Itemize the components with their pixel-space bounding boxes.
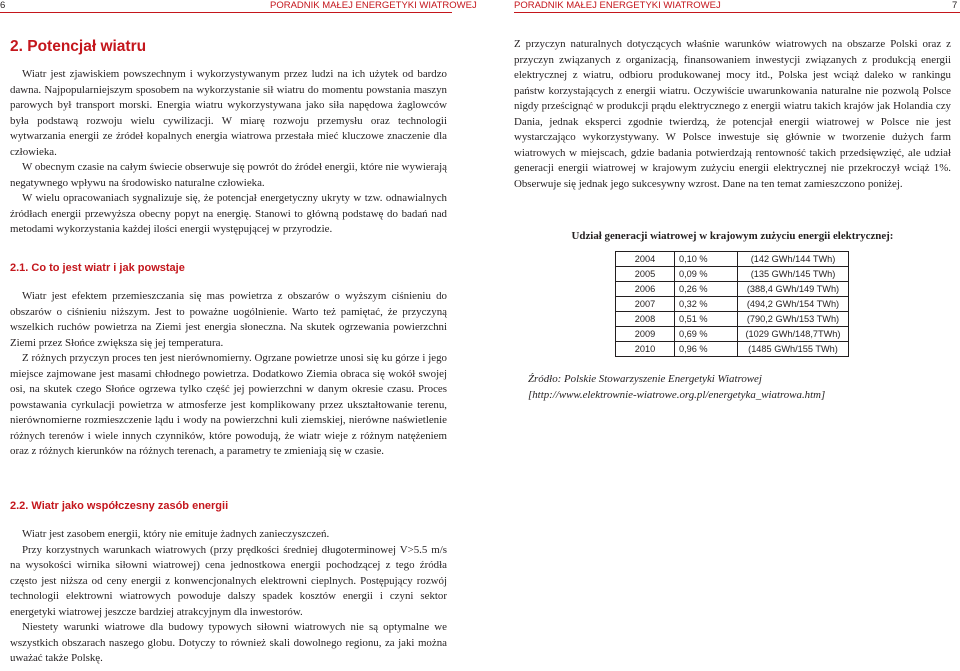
table-row bbox=[616, 297, 849, 312]
share-cell: 0,69 % bbox=[675, 327, 738, 342]
running-header: PORADNIK MAŁEJ ENERGETYKI WIATROWEJ bbox=[514, 0, 721, 11]
paragraph: Z różnych przyczyn proces ten jest nierównomierny. Ogrzane powietrze unosi się ku górze i jego miejsce zajmowane jest masami chłodnego powietrza. Dodatkowo Ziemia obraca się wokół swojej osi, na skutek czego Słońce ogrzewa tylko część jej powierzchni w danym okresie czasu. Proces powstawania cyrkulacji powietrza w atmosferze jest komplikowany przez ukształtowanie terenu, nierównomierne rozmieszczenie lądu i wody na powierzchni kuli ziemskiej, nierówne naświetlenie różnych terenów i wiele innych czynników, które powodują, że wiatr wieje z różnym natężeniem oraz z różnych kierunków na różnych terenach, a parametry te zmieniają się w czasie. bbox=[10, 352, 447, 458]
paragraph: Z przyczyn naturalnych dotyczących właśnie warunków wiatrowych na obszarze Polski oraz z przyczyn związanych z organizacją, finansowaniem inwestycji związanych z produkcją energii elektrycznej z wiatru, odbioru produkowanej mocy itd., Polska jest wciąż daleko w rankingu państw korzystających z energii wiatru. Oczywiście uwarunkowania naturalne nie pozwolą Polsce nigdy prześcignąć w produkcji prądu elektrycznego z energii wiatru takich krajów jak Holandia czy Dania, jednak eksperci zgodnie twierdzą, że potencjał energii wiatrowej w Polsce nie jest wystarczająco wykorzystywany. W Polsce inwestuje się głównie w tworzenie dużych farm wiatrowych w miejscach, gdzie badania potwierdzają rentowność takich przedsięwzięć, ale udział generacji energii wiatrowej w krajowym zużyciu energii elektrycznej nie przekroczył wciąż 1%. Obserwuje się jednak jego sukcesywny wzrost. Dane na ten temat zamieszczono poniżej. bbox=[514, 38, 951, 190]
subsection-title: 2.1. Co to jest wiatr i jak powstaje bbox=[10, 262, 185, 274]
gwh-cell: (494,2 GWh/154 TWh) bbox=[738, 297, 849, 312]
subsection-title: 2.2. Wiatr jako współczesny zasób energii bbox=[10, 500, 229, 512]
table-row bbox=[616, 252, 849, 267]
table-row bbox=[616, 267, 849, 282]
paragraph: Przy korzystnych warunkach wiatrowych (przy prędkości średniej długoterminowej V>5.5 m/s na wysokości wirnika siłowni wiatrowej) cena jednostkowa energii pochodzącej z tego źródła często jest niższa od ceny energii z konwencjonalnych elektrowni cieplnych. Postępujący rozwój technologii elektrowni wiatrowych powoduje dalszy spadek kosztów energii i czyni sektor energetyki wiatrowej jeszcze bardziej atrakcyjnym dla inwestorów. bbox=[10, 543, 447, 618]
running-header: PORADNIK MAŁEJ ENERGETYKI WIATROWEJ bbox=[270, 0, 477, 11]
header-rule bbox=[514, 12, 960, 13]
header-rule bbox=[0, 12, 452, 13]
gwh-cell: (388,4 GWh/149 TWh) bbox=[738, 282, 849, 297]
paragraph: W obecnym czasie na całym świecie obserwuje się powrót do źródeł energii, które nie wywierają negatywnego wpływu na środowisko naturalne człowieka. bbox=[10, 161, 447, 189]
table-row bbox=[616, 312, 849, 327]
share-cell: 0,51 % bbox=[675, 312, 738, 327]
gwh-cell: (135 GWh/145 TWh) bbox=[738, 267, 849, 282]
right-page bbox=[480, 0, 960, 671]
year-cell: 2008 bbox=[616, 312, 675, 327]
gwh-cell: (142 GWh/144 TWh) bbox=[738, 252, 849, 267]
share-cell: 0,26 % bbox=[675, 282, 738, 297]
intro-text bbox=[10, 67, 447, 238]
table-row bbox=[616, 282, 849, 297]
paragraph: Wiatr jest zjawiskiem powszechnym i wykorzystywanym przez ludzi na ich użytek od bardzo dawna. Najpopularniejszym sposobem na wykorzystanie sił wiatru do momentu powstania maszyn parowych był transport morski. Energia wiatru wykorzystywana jako siła napędowa żaglowców była podstawą rozwoju wielu cywilizacji. W miarę rozwoju przemysłu oraz technologii wytwarzania energii ze źródeł kopalnych energia wiatrowa przestała mieć kluczowe znaczenie dla człowieka. bbox=[10, 68, 447, 158]
share-cell: 0,96 % bbox=[675, 342, 738, 357]
source-url: [http://www.elektrownie-wiatrowe.org.pl/energetyka_wiatrowa.htm] bbox=[528, 388, 826, 401]
share-cell: 0,32 % bbox=[675, 297, 738, 312]
gwh-cell: (1485 GWh/155 TWh) bbox=[738, 342, 849, 357]
year-cell: 2006 bbox=[616, 282, 675, 297]
share-cell: 0,09 % bbox=[675, 267, 738, 282]
source-label: Źródło: Polskie Stowarzyszenie Energetyki Wiatrowej bbox=[528, 373, 762, 385]
paragraph: W wielu opracowaniach sygnalizuje się, że potencjał energetyczny ukryty w tzw. odnawialnych źródłach energii przewyższa obecny popyt na energię. Stanowi to główną podstawę do badań nad metodami wykorzystania każdej ilości energii występującej w przyrodzie. bbox=[10, 192, 447, 236]
year-cell: 2007 bbox=[616, 297, 675, 312]
subsection-text bbox=[10, 289, 447, 460]
paragraph: Niestety warunki wiatrowe dla budowy typowych siłowni wiatrowych nie są optymalne we wszystkich obszarach naszego globu. Dotyczy to również skali dowolnego regionu, za jaki można uważać także Polskę. bbox=[10, 621, 447, 665]
body-text bbox=[514, 37, 951, 192]
paragraph: Wiatr jest zasobem energii, który nie emituje żadnych zanieczyszczeń. bbox=[22, 528, 330, 540]
year-cell: 2009 bbox=[616, 327, 675, 342]
source-note bbox=[528, 372, 948, 403]
year-cell: 2005 bbox=[616, 267, 675, 282]
gwh-cell: (1029 GWh/148,7TWh) bbox=[738, 327, 849, 342]
table-title: Udział generacji wiatrowej w krajowym zużyciu energii elektrycznej: bbox=[571, 230, 894, 242]
year-cell: 2004 bbox=[616, 252, 675, 267]
page-number: 6 bbox=[0, 0, 6, 11]
table-row bbox=[616, 327, 849, 342]
subsection-text bbox=[10, 527, 447, 667]
table-row bbox=[616, 342, 849, 357]
paragraph: Wiatr jest efektem przemieszczania się mas powietrza z obszarów o wyższym ciśnieniu do obszarów o ciśnieniu niższym. Jest to poważne uogólnienie. Warto też pamiętać, że przyczyną wszelkich ruchów powietrza na Ziemi jest energia słoneczna. Na skutek ogrzewania powierzchni Ziemi przez Słońce zwiększa się jej temperatura. bbox=[10, 290, 447, 349]
section-title: 2. Potencjał wiatru bbox=[10, 38, 147, 55]
wind-share-table bbox=[615, 251, 849, 357]
share-cell: 0,10 % bbox=[675, 252, 738, 267]
page-number: 7 bbox=[952, 0, 958, 11]
gwh-cell: (790,2 GWh/153 TWh) bbox=[738, 312, 849, 327]
year-cell: 2010 bbox=[616, 342, 675, 357]
